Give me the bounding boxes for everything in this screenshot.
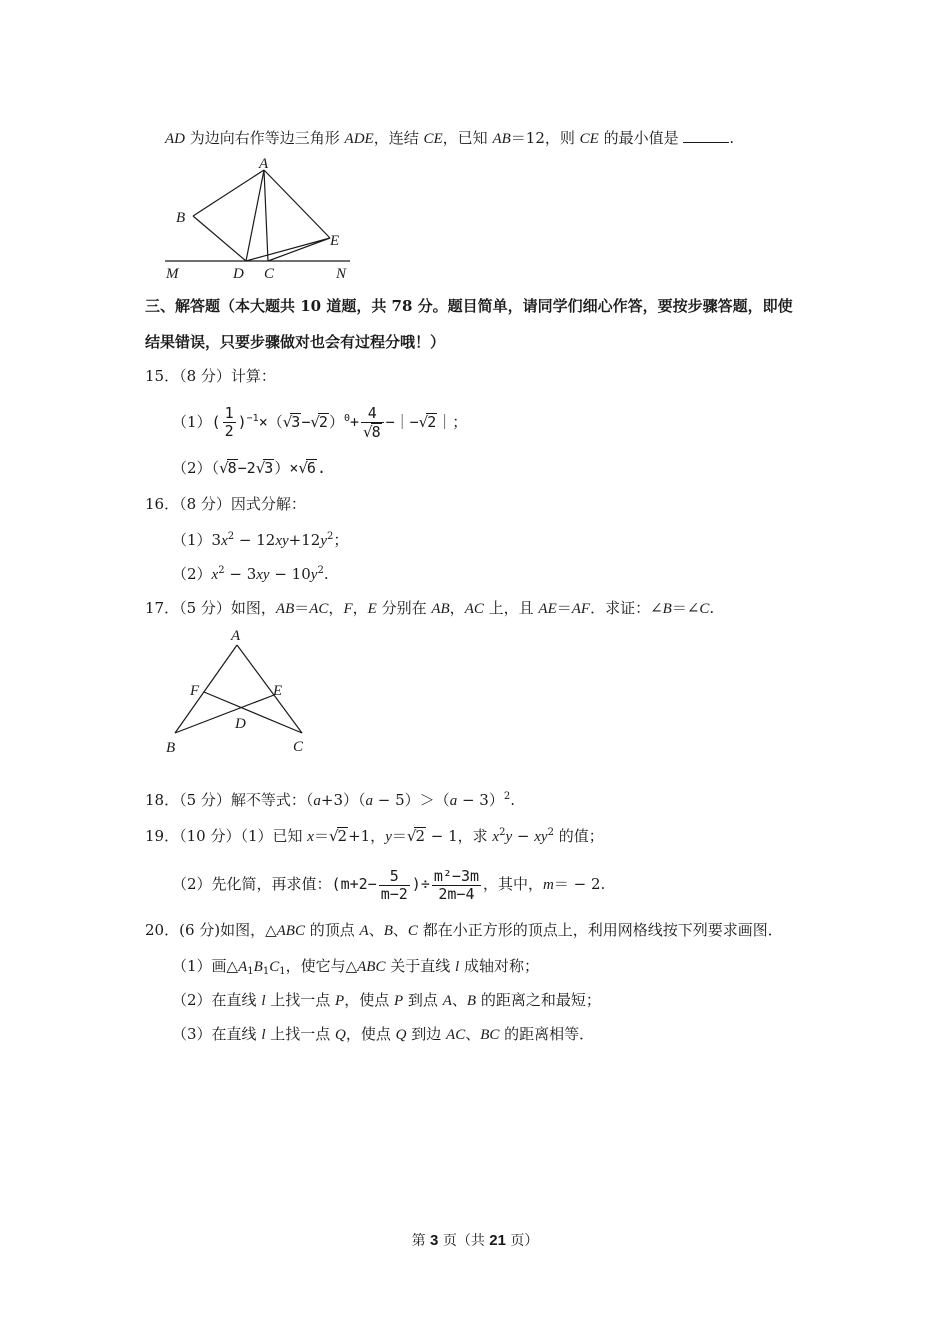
segment-AB (193, 170, 264, 216)
section-3-heading-line1: 三、解答题（本大题共 10 道题，共 78 分。题目简单，请同学们细心作答，要按步骤答题，即使 (145, 297, 793, 315)
text-seg: 、 (392, 921, 408, 939)
text-seg: +3）（ (320, 791, 366, 809)
segment-BD (193, 216, 246, 261)
text-seg: F (343, 601, 353, 617)
radical-icon: √ (418, 413, 429, 431)
text-seg: y (505, 829, 513, 845)
q16-part2 (172, 564, 329, 585)
text-seg: 的值； (553, 827, 604, 845)
radicand: 8 (227, 459, 237, 477)
section-3-heading-line2: 结果错误，只要步骤做对也会有过程分哦！） (145, 333, 446, 351)
label-D: D (233, 266, 244, 282)
text-seg: ，其中， (483, 875, 544, 893)
page-number: 3 (430, 1232, 439, 1249)
q20-statement (145, 920, 783, 941)
label-A: A (231, 628, 241, 644)
text-seg: AD (165, 131, 185, 147)
text-seg: l (261, 993, 266, 1009)
text-seg: − 3） (457, 791, 504, 809)
text-seg: 都在小正方形的顶点上，利用网格线按下列要求画图． (417, 921, 783, 939)
exponent: 2 (499, 827, 506, 838)
text-seg: ＝ (556, 599, 572, 617)
figure-q17 (160, 625, 320, 760)
label-E: E (330, 233, 340, 249)
text-seg: y (320, 533, 327, 549)
text-seg: （2）先化简，再求值： (172, 875, 332, 893)
label-D: D (235, 716, 246, 732)
figure-q14-lines (165, 170, 350, 261)
page-total: 21 (489, 1232, 506, 1249)
text-seg: +1， (348, 827, 386, 845)
text-seg: )÷ (411, 875, 430, 893)
text-seg: ＝ (294, 599, 310, 617)
text-seg: ，已知 (442, 129, 493, 147)
radicand: 2 (415, 827, 425, 845)
text-seg: ＝ − 2. (553, 875, 606, 893)
q20-part2 (172, 990, 601, 1011)
text-seg: CE (423, 131, 443, 147)
text-seg: 的距离相等． (499, 1025, 595, 1043)
q20-part3 (172, 1024, 594, 1045)
text-seg: x (211, 567, 219, 583)
exponent: 2 (327, 531, 334, 542)
text-seg: B (253, 959, 263, 975)
answer-blank (683, 128, 729, 143)
text-seg: − (301, 413, 311, 431)
label-M: M (166, 266, 179, 282)
subscript: 1 (247, 966, 254, 977)
text-seg: − (512, 827, 535, 845)
q16-part1 (172, 530, 348, 551)
text-seg: x (307, 829, 314, 845)
q14-tail-text (165, 128, 734, 149)
text-seg: 上找一点 (265, 1025, 336, 1043)
text-seg: AC (464, 601, 484, 617)
text-seg: C (699, 601, 710, 617)
text-seg: − 5）＞（ (373, 791, 450, 809)
q15-heading: 15．（8 分）计算： (145, 367, 276, 385)
text-seg: （ (211, 459, 220, 477)
radical-icon: √ (406, 827, 417, 845)
exponent: 2 (218, 565, 225, 576)
text-seg: B (466, 993, 477, 1009)
fraction-four-over-root8 (361, 405, 384, 441)
text-seg: − 10 (269, 565, 311, 583)
text-seg: x (221, 533, 228, 549)
text-seg: . (709, 599, 715, 617)
text-seg: l (261, 1027, 266, 1043)
text-seg: ， (449, 599, 465, 617)
radical-icon: √ (282, 413, 293, 431)
radical-icon: √ (219, 459, 229, 477)
text-seg: ， (328, 599, 344, 617)
label-N: N (336, 266, 347, 282)
text-seg: 分别在 (376, 599, 432, 617)
fraction-numerator: m²−3m (433, 866, 480, 885)
text-seg: − 12 (234, 531, 276, 549)
segment-AE (264, 170, 330, 238)
subscript: 1 (279, 966, 286, 977)
text-seg: A (359, 923, 369, 939)
q20-part1 (172, 956, 539, 977)
text-seg: 上找一点 (265, 991, 336, 1009)
text-seg: CE (579, 131, 599, 147)
q15-part2 (172, 458, 326, 478)
text-seg: a (449, 793, 458, 809)
text-seg: . (323, 565, 329, 583)
fraction-denominator: 2 (224, 422, 234, 440)
radical-icon: √ (328, 827, 339, 845)
segment-DE (246, 238, 330, 261)
fraction-denominator (361, 423, 384, 441)
segment-CE (268, 238, 330, 261)
text-seg: AF (571, 601, 591, 617)
text-seg: B (662, 601, 672, 617)
text-seg: ＝ (313, 827, 329, 845)
text-seg: 20．(6 分)如图，△ (145, 921, 277, 939)
text-seg: Q (395, 1027, 407, 1043)
segment-AB (175, 645, 237, 733)
fraction-m2-3m-over-2m-4 (432, 868, 481, 903)
text-seg: ｜； (437, 413, 468, 431)
exponent: −1 (246, 413, 259, 424)
text-seg: ， (352, 599, 368, 617)
text-seg: ，使点 (344, 991, 394, 1009)
label-A: A (259, 156, 269, 172)
text-seg: （2）在直线 (172, 991, 262, 1009)
text-seg: 的最小值是 (598, 129, 684, 147)
q19-part2 (172, 862, 605, 906)
part-label: （2） (172, 459, 212, 477)
radicand: 6 (306, 459, 316, 477)
text-seg: l (455, 959, 460, 975)
text-seg: （2） (172, 565, 212, 583)
text-seg: ) (237, 413, 247, 431)
exponent: 2 (227, 531, 235, 542)
fraction-5-over-m-2 (379, 868, 410, 903)
text-seg: + (349, 413, 360, 431)
text-seg: ．求证：∠ (590, 599, 663, 617)
text-seg: ） (328, 413, 344, 431)
fraction-numerator: 5 (379, 868, 410, 886)
text-seg: C (269, 959, 280, 975)
text-seg: 到边 (406, 1025, 447, 1043)
text-seg: − 3 (224, 565, 257, 583)
label-F: F (190, 683, 200, 699)
label-B: B (166, 740, 176, 756)
text-seg: AB (431, 601, 450, 617)
label-B: B (176, 210, 186, 226)
text-seg: 页） (505, 1233, 539, 1249)
q18-statement (145, 790, 515, 811)
radicand: 2 (318, 413, 328, 431)
text-seg: （3）在直线 (172, 1025, 262, 1043)
text-seg: ）× (274, 459, 299, 477)
text-seg: ABC (357, 959, 386, 975)
text-seg: 成轴对称； (459, 957, 539, 975)
fraction-one-half (223, 405, 236, 440)
text-seg: ＝ (391, 827, 407, 845)
text-seg: （1）3 (172, 531, 222, 549)
text-seg: 为边向右作等边三角形 (185, 129, 345, 147)
text-seg: ＝12，则 (510, 129, 580, 147)
label-C: C (293, 739, 304, 755)
text-seg: +12 (288, 531, 321, 549)
text-seg: xy (534, 829, 548, 845)
text-seg: ； (333, 531, 349, 549)
text-seg: m (543, 877, 554, 893)
text-seg: 的距离之和最短； (476, 991, 601, 1009)
text-seg: ABC (276, 923, 305, 939)
q15-part1 (172, 400, 467, 444)
exponent: 2 (317, 565, 324, 576)
radicand: 3 (264, 459, 274, 477)
radicand: 3 (291, 413, 301, 431)
page-footer (0, 1230, 950, 1250)
text-seg: 到点 (403, 991, 443, 1009)
fraction-denominator: m−2 (380, 884, 408, 903)
fraction-numerator: 1 (224, 404, 234, 422)
text-seg: 17．（5 分）如图， (145, 599, 276, 617)
text-seg: x (492, 829, 500, 845)
text-seg: 页（共 (438, 1233, 490, 1249)
text-seg: C (407, 923, 418, 939)
radical-icon: √ (255, 459, 266, 477)
text-seg: A (442, 993, 452, 1009)
text-seg: ＝∠ (671, 599, 700, 617)
text-seg: . (729, 129, 735, 147)
text-seg: y (310, 567, 318, 583)
text-seg: BC (480, 1027, 500, 1043)
fraction-denominator: 2m−4 (438, 884, 475, 903)
text-seg: ，使它与△ (285, 957, 358, 975)
text-seg: 第 (411, 1233, 431, 1249)
text-seg: (m+2− (331, 875, 377, 893)
exponent: 2 (503, 791, 511, 802)
text-seg: 、 (465, 1025, 481, 1043)
part-label: （1） (172, 413, 212, 431)
text-seg: ADE (344, 131, 374, 147)
text-seg: AC (446, 1027, 466, 1043)
text-seg: AC (309, 601, 329, 617)
radical-icon: √ (363, 422, 373, 441)
text-seg: B (383, 923, 393, 939)
radicand: 8 (371, 422, 381, 441)
text-seg: ×（ (258, 413, 283, 431)
text-seg: ，使点 (345, 1025, 396, 1043)
text-seg: ，连结 (373, 129, 424, 147)
radical-icon: √ (298, 459, 308, 477)
text-seg: 上，且 (483, 599, 539, 617)
q19-part1 (145, 826, 604, 847)
text-seg: . (510, 791, 515, 809)
q16-heading: 16．（8 分）因式分解： (145, 495, 306, 513)
label-E: E (273, 683, 283, 699)
text-seg: 关于直线 (385, 957, 456, 975)
segment-AD (246, 170, 264, 261)
text-seg: 19．（10 分）（1）已知 (145, 827, 308, 845)
label-C: C (264, 266, 275, 282)
text-seg: E (367, 601, 377, 617)
text-seg: A (238, 959, 248, 975)
figure-q14 (160, 155, 360, 285)
q17-statement (145, 598, 714, 619)
subscript: 1 (262, 966, 270, 977)
text-seg: xy (275, 533, 289, 549)
text-seg: . (316, 459, 326, 477)
fraction-numerator: 4 (361, 405, 384, 423)
text-seg: AB (492, 131, 511, 147)
exponent: 2 (547, 827, 554, 838)
text-seg: y (385, 829, 392, 845)
text-seg: xy (256, 567, 270, 583)
text-seg: 、 (368, 921, 384, 939)
text-seg: −｜− (385, 413, 419, 431)
text-seg: P (393, 993, 404, 1009)
text-seg: Q (335, 1027, 346, 1043)
text-seg: （1）画△ (172, 957, 239, 975)
text-seg: a (313, 793, 321, 809)
text-seg: AE (538, 601, 557, 617)
text-seg: ( (211, 413, 221, 431)
text-seg: −2 (237, 459, 256, 477)
radicand: 2 (427, 413, 437, 431)
text-seg: 18．（5 分）解不等式：（ (145, 791, 314, 809)
radicand: 2 (337, 827, 348, 845)
radical-icon: √ (310, 413, 320, 431)
exponent: 0 (343, 413, 350, 424)
text-seg: 、 (451, 991, 467, 1009)
text-seg: a (365, 793, 374, 809)
text-seg: − 1，求 (425, 827, 493, 845)
segment-AC (264, 170, 268, 261)
text-seg: P (335, 993, 345, 1009)
text-seg: 的顶点 (304, 921, 360, 939)
text-seg: AB (275, 601, 295, 617)
